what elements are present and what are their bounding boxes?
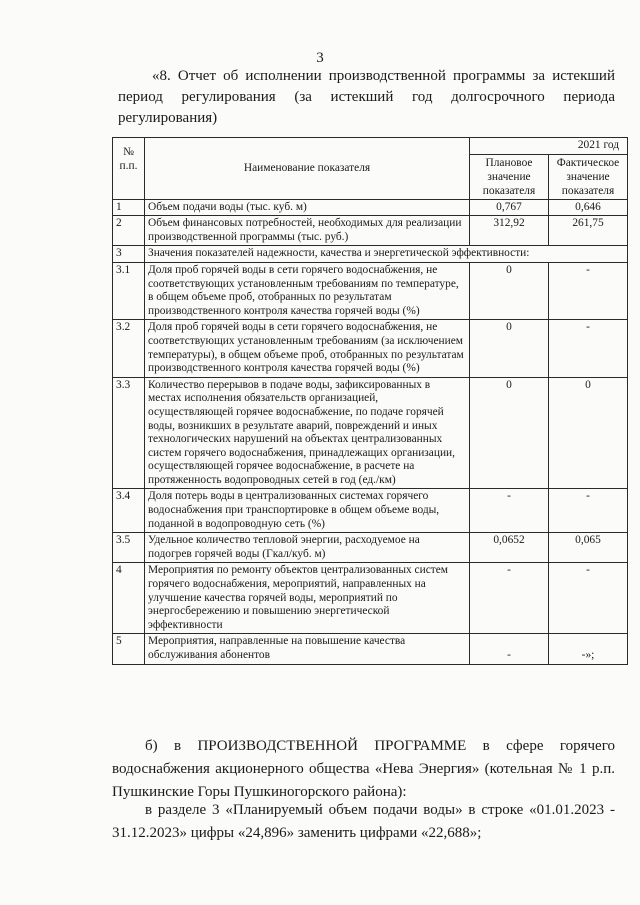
row-plan: 0,767 — [470, 199, 549, 216]
header-num: № п.п. — [113, 138, 145, 200]
table-row — [113, 489, 628, 533]
header-planned: Плановое значение показателя — [470, 154, 549, 199]
row-num: 5 — [113, 634, 145, 664]
section-heading — [118, 66, 615, 129]
row-fact: 0,646 — [549, 199, 628, 216]
heading-line-1: «8. Отчет об исполнении производственной программы за истекший — [152, 68, 615, 84]
row-name: Доля проб горячей воды в сети горячего водоснабжения, не соответствующих установленным требованиям (за исключением температуры), в общем объеме проб, отобранных по результатам производственного контроля качества горячей воды (%) — [145, 320, 470, 377]
table-row — [113, 246, 628, 263]
row-name: Объем финансовых потребностей, необходимых для реализации производственной программы (тыс. руб.) — [145, 216, 470, 246]
header-year: 2021 год — [470, 138, 628, 155]
header-actual: Фактическое значение показателя — [549, 154, 628, 199]
paragraph-b-rest: водоснабжения акционерного общества «Нева Энергия» (котельная № 1 р.п. Пушкинские Горы Пушкиногорского района): — [112, 761, 615, 800]
paragraph-b — [112, 735, 615, 804]
heading-line-2: период регулирования (за истекший год долгосрочного периода — [118, 89, 615, 105]
table-row — [113, 262, 628, 319]
row-fact: - — [549, 563, 628, 634]
row-fact: - — [549, 320, 628, 377]
row-num: 4 — [113, 563, 145, 634]
paragraph-c — [112, 799, 615, 845]
row-num: 3.4 — [113, 489, 145, 533]
row-num: 3.3 — [113, 377, 145, 489]
row-name: Доля проб горячей воды в сети горячего водоснабжения, не соответствующих установленным требованиям по температуре, в общем объеме проб, отобранных по результатам производственного контроля качества горячей воды (%) — [145, 262, 470, 319]
row-name: Объем подачи воды (тыс. куб. м) — [145, 199, 470, 216]
row-plan: 0,0652 — [470, 533, 549, 563]
row-num: 2 — [113, 216, 145, 246]
row-plan: 0 — [470, 262, 549, 319]
row-name: Мероприятия по ремонту объектов централизованных систем горячего водоснабжения, мероприятий, направленных на улучшение качества горячей воды, мероприятий по энергосбережению и повышению энергетической эффективности — [145, 563, 470, 634]
row-fact: -»; — [549, 634, 628, 664]
table-row — [113, 320, 628, 377]
row-plan: - — [470, 489, 549, 533]
row-plan: - — [470, 634, 549, 664]
row-name: Значения показателей надежности, качества и энергетической эффективности: — [145, 246, 628, 263]
row-num: 3.5 — [113, 533, 145, 563]
page-number: 3 — [316, 50, 324, 66]
row-name: Количество перерывов в подаче воды, зафиксированных в местах исполнения обязательств организацией, осуществляющей горячее водоснабжение, по подаче горячей воды, возникших в результате аварий, повреждений и иных технологических нарушений на объектах централизованных систем горячего водоснабжения, принадлежащих организации, осуществляющей горячее водоснабжение, в расчете на протяженность водопроводных сетей в год (ед./км) — [145, 377, 470, 489]
header-name: Наименование показателя — [145, 138, 470, 200]
row-fact: - — [549, 262, 628, 319]
heading-line-3: регулирования) — [118, 110, 218, 126]
row-plan: 0 — [470, 320, 549, 377]
row-num: 3 — [113, 246, 145, 263]
report-table — [112, 137, 628, 665]
row-name: Мероприятия, направленные на повышение качества обслуживания абонентов — [145, 634, 470, 664]
row-name: Удельное количество тепловой энергии, расходуемое на подогрев горячей воды (Гкал/куб. м) — [145, 533, 470, 563]
table-row — [113, 563, 628, 634]
row-num: 3.2 — [113, 320, 145, 377]
row-num: 3.1 — [113, 262, 145, 319]
row-fact: 0,065 — [549, 533, 628, 563]
paragraph-b-line-1: б) в ПРОИЗВОДСТВЕННОЙ ПРОГРАММЕ в сфере горячего — [145, 738, 615, 754]
row-name: Доля потерь воды в централизованных системах горячего водоснабжения при транспортировке в общем объеме воды, поданной в водопроводную сеть (%) — [145, 489, 470, 533]
table-row — [113, 216, 628, 246]
paragraph-c-rest: 31.12.2023» цифры «24,896» заменить цифрами «22,688»; — [112, 825, 482, 841]
row-plan: 0 — [470, 377, 549, 489]
table-row — [113, 634, 628, 664]
row-fact: 261,75 — [549, 216, 628, 246]
paragraph-c-line-1: в разделе 3 «Планируемый объем подачи воды» в строке «01.01.2023 - — [145, 802, 615, 818]
row-num: 1 — [113, 199, 145, 216]
table-row — [113, 533, 628, 563]
row-plan: 312,92 — [470, 216, 549, 246]
table-row — [113, 377, 628, 489]
table-row — [113, 199, 628, 216]
row-plan: - — [470, 563, 549, 634]
row-fact: - — [549, 489, 628, 533]
row-fact: 0 — [549, 377, 628, 489]
